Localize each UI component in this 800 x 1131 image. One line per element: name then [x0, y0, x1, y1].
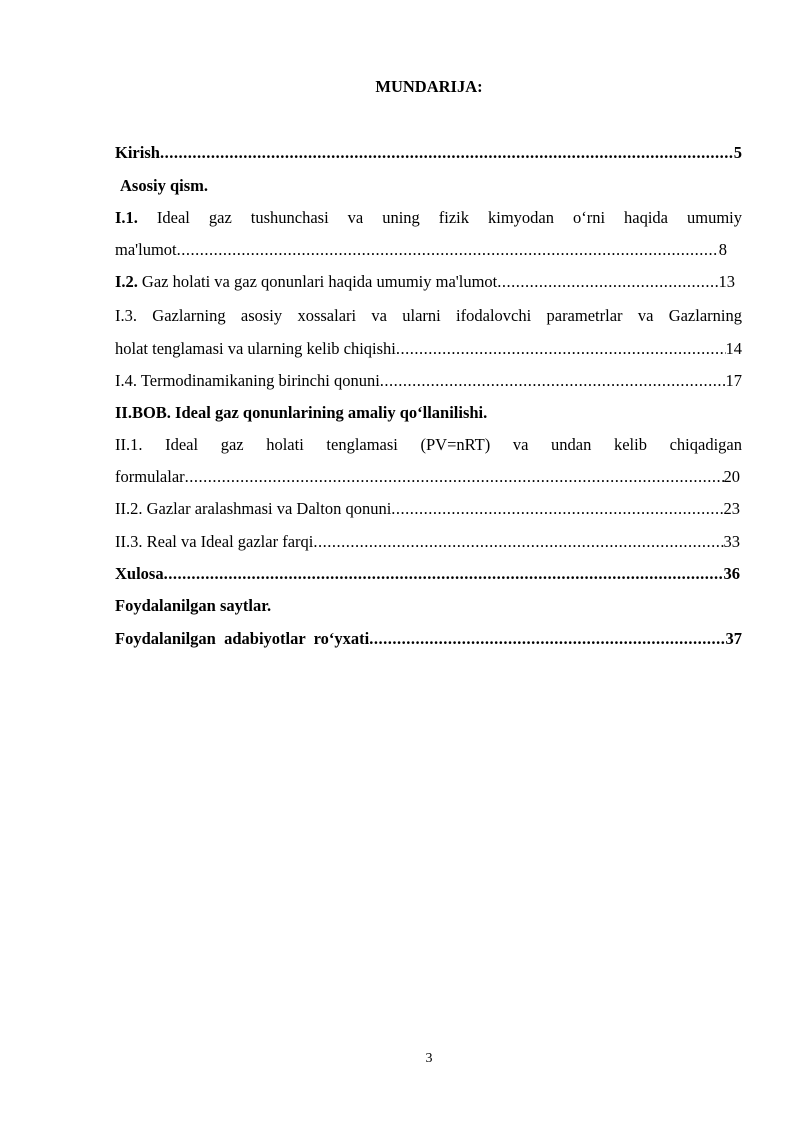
toc-entry-text: Foydalanilgan adabiyotlar ro‘yxati	[115, 629, 370, 648]
toc-entry-saytlar: Foydalanilgan saytlar.	[115, 596, 272, 615]
toc-page-number: 36	[723, 564, 740, 583]
dot-leader	[164, 563, 724, 585]
toc-entry-i1-line2	[115, 239, 727, 261]
dot-leader	[185, 466, 724, 488]
toc-entry-text: II.2. Gazlar aralashmasi va Dalton qonuni	[115, 499, 392, 518]
dot-leader	[369, 628, 725, 650]
toc-entry-kirish	[115, 142, 742, 164]
toc-entry-ii1-line2	[115, 466, 740, 488]
toc-entry-i3-line1: I.3. Gazlarning asosiy xossalari va ularni ifodalovchi parametrlar va Gazlarning	[115, 306, 742, 325]
toc-entry-ii3	[115, 531, 740, 553]
toc-entry-text: holat tenglamasi va ularning kelib chiqishi	[115, 339, 396, 358]
toc-page-number: 37	[725, 629, 742, 648]
toc-entry-i2	[115, 271, 735, 293]
toc-page-number: 14	[725, 339, 742, 358]
toc-page-number: 5	[733, 143, 742, 162]
toc-entry-xulosa	[115, 563, 740, 585]
toc-entry-i3-line2	[115, 338, 742, 360]
toc-entry-text: ma'lumot	[115, 240, 177, 259]
toc-page-number: 8	[718, 240, 727, 259]
dot-leader	[391, 498, 723, 520]
toc-entry-number: I.2.	[115, 272, 138, 291]
toc-page-number: 23	[723, 499, 740, 518]
toc-entry-text: Gaz holati va gaz qonunlari haqida umumiy ma'lumot	[141, 272, 498, 291]
toc-entry-i1-line1	[115, 207, 742, 229]
toc-entry-text: Kirish	[115, 143, 160, 162]
page-number: 3	[425, 1051, 433, 1066]
toc-entry-ii2	[115, 498, 740, 520]
toc-entry-i4	[115, 370, 742, 392]
dot-leader	[380, 370, 726, 392]
toc-page-number: 33	[723, 532, 740, 551]
toc-entry-adabiyotlar	[115, 628, 742, 650]
toc-entry-number: I.1.	[115, 208, 138, 227]
toc-entry-text: I.4. Termodinamikaning birinchi qonuni	[115, 371, 380, 390]
dot-leader	[313, 531, 723, 553]
dot-leader	[396, 338, 726, 360]
toc-entry-text: Xulosa	[115, 564, 164, 583]
dot-leader	[160, 142, 734, 164]
toc-entry-ii1-line1: II.1. Ideal gaz holati tenglamasi (PV=nRT) va undan kelib chiqadigan	[115, 435, 742, 454]
toc-entry-text: Ideal gaz tushunchasi va uning fizik kimyodan o‘rni haqida umumiy	[156, 208, 742, 227]
toc-heading-bob-2: II.BOB. Ideal gaz qonunlarining amaliy qo‘llanilishi.	[115, 403, 488, 422]
toc-heading-asosiy-qism: Asosiy qism.	[120, 176, 209, 195]
dot-leader	[497, 271, 718, 293]
toc-page-number: 13	[718, 272, 735, 291]
toc-entry-text: formulalar	[115, 467, 185, 486]
toc-entry-text: II.3. Real va Ideal gazlar farqi	[115, 532, 314, 551]
toc-page-number: 20	[723, 467, 740, 486]
dot-leader	[177, 239, 719, 261]
toc-title: MUNDARIJA:	[375, 77, 483, 96]
toc-page-number: 17	[725, 371, 742, 390]
